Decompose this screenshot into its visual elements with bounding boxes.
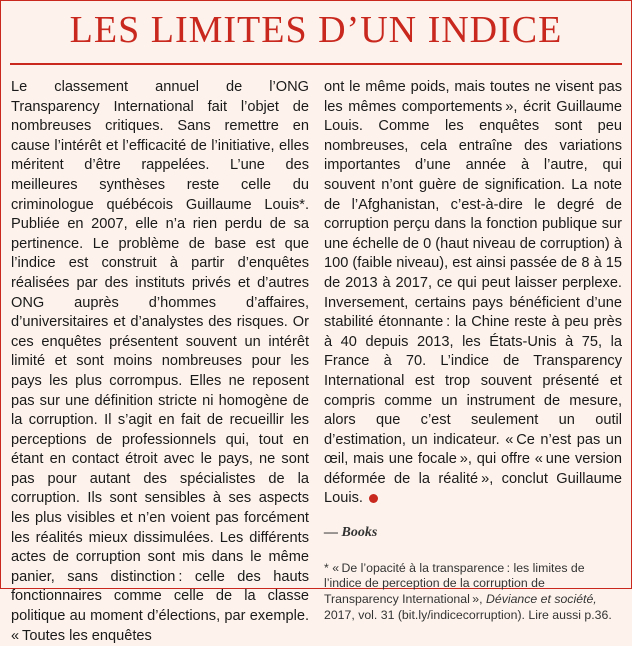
body-text-right-content: ont le même poids, mais toutes ne visent pas les mêmes comportements », écrit Guillaume Louis. Comme les enquêtes sont peu nombreuses, cela entraîne des variations importantes d’une année à l’autre, qui souvent n’ont guère de signification. La note de l’Afghanistan, c’est-à-dire le degré de corruption perçu dans la fonction publique sur une échelle de 0 (haut niveau de corruption) à 100 (faible niveau), est ainsi passée de 8 à 15 de 2013 à 2017, ce qui peut laisser perplexe. Inversement, certains pays bénéficient d’une stabilité étonnante : la Chine reste à peu près à 40 depuis 2013, les États-Unis à 75, la France à 70. L’indice de Transparency International est trop souvent présenté et compris comme un instrument de mesure, alors que c’est seulement un outil d’estimation, un indicateur. « Ce n’est pas un œil, mais une focale », qui offre « une version déformée de la réalité », conclut Guillaume Louis.: [324, 79, 622, 507]
body-text-left: Le classement annuel de l’ONG Transparency International fait l’objet de nombreuses critiques. Sans remettre en cause l’intérêt et l’efficacité de l’initiative, elles méritent d’être rappelées. L’une des meilleures synthèses reste celle du criminologue québécois Guillaume Louis*. Publiée en 2007, elle n’a rien perdu de sa pertinence. Le problème de base est que l’indice est construit à partir d’enquêtes réalisées par des instituts privés et d’autres ONG auprès d’hommes d’affaires, d’universitaires et d’analystes des risques. Or ces enquêtes présentent souvent un intérêt limité et sont moins nombreuses pour les pays les plus corrompus. Elles ne reposent pas sur une définition stricte ni homogène de la corruption. Il s’agit en fait de recueillir les perceptions de professionnels qui, tout en étant en contact étroit avec le pays, ne sont pas pour autant des spécialistes de la corruption. Ils sont sensibles à ses aspects les plus visibles et n’en voient pas forcément les réalités mieux dissimulées. Les différents actes de corruption sont mis dans le même panier, sans distinction : celle des hauts fonctionnaires comme celle de la classe politique au moment d’élections, par exemple. « Toutes les enquêtes: [11, 79, 309, 644]
source-credit: — Books: [324, 525, 378, 541]
footnote-journal: Déviance et société,: [485, 592, 597, 607]
end-mark-icon: [369, 494, 378, 503]
title-rule: [10, 63, 622, 65]
footnote-text: * « De l’opacité à la transparence : les limites de l’indice de perception de la corruption de Transparency International »,: [324, 560, 585, 607]
column-left: [11, 78, 309, 646]
body-text-right: [324, 78, 622, 509]
column-right: [324, 78, 622, 624]
footnote: [324, 561, 622, 624]
footnote-details: 2017, vol. 31 (bit.ly/indicecorruption). Lire aussi p.36.: [324, 608, 612, 623]
article-title: LES LIMITES D’UN INDICE: [69, 9, 563, 51]
